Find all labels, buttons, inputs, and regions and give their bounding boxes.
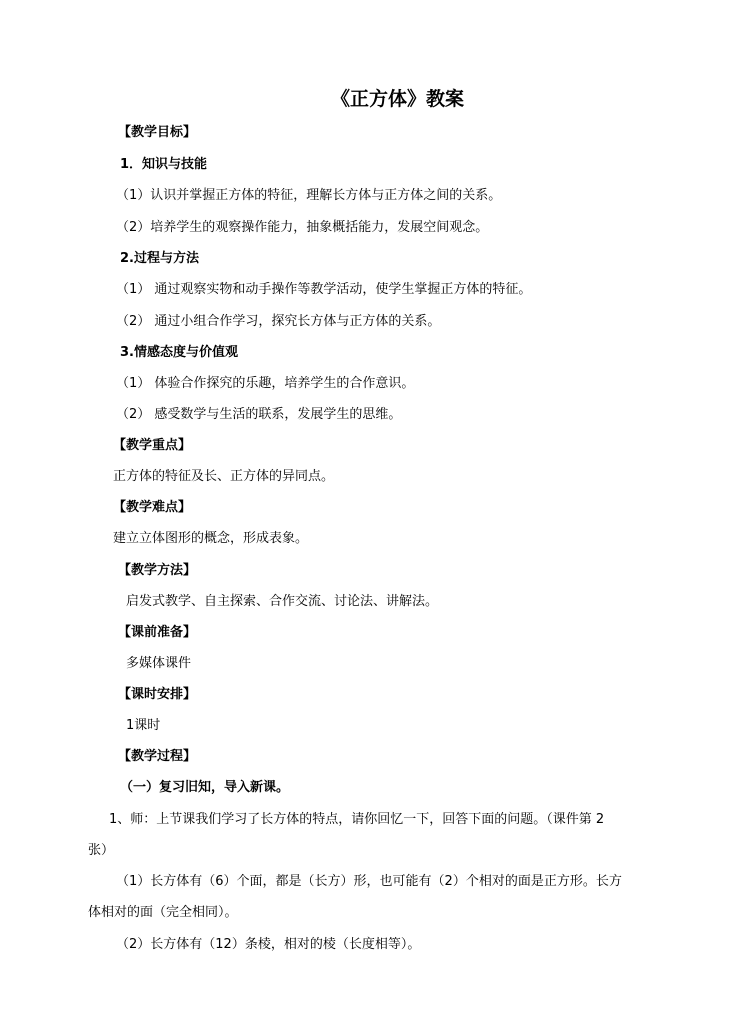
- g1-item-2: （2）培养学生的观察操作能力，抽象概括能力，发展空间观念。: [116, 220, 489, 235]
- g2-item-1: （1） 通过观察实物和动手操作等教学活动，使学生掌握正方体的特征。: [116, 282, 532, 297]
- time-header: 【课时安排】: [118, 687, 197, 702]
- g1-header: 1．知识与技能: [120, 157, 208, 172]
- method-header: 【教学方法】: [118, 563, 197, 578]
- paragraph-1-line-1: 1、师：上节课我们学习了长方体的特点，请你回忆一下，回答下面的问题。（课件第 2: [109, 812, 605, 827]
- prep-header: 【课前准备】: [118, 625, 197, 640]
- step1-header: （一）复习旧知，导入新课。: [120, 780, 290, 795]
- process-header: 【教学过程】: [118, 749, 197, 764]
- g2-item-2: （2） 通过小组合作学习，探究长方体与正方体的关系。: [116, 314, 441, 329]
- g1-item-1: （1）认识并掌握正方体的特征，理解长方体与正方体之间的关系。: [116, 188, 502, 203]
- g3-item-2: （2） 感受数学与生活的联系，发展学生的思维。: [116, 407, 402, 422]
- time-text: 1课时: [126, 718, 161, 733]
- key-text: 正方体的特征及长、正方体的异同点。: [113, 469, 335, 484]
- g2-header: 2.过程与方法: [120, 251, 199, 266]
- question-1-line-2: 体相对的面（完全相同）。: [88, 905, 238, 920]
- g3-header: 3.情感态度与价值观: [120, 345, 238, 360]
- paragraph-1-line-2: 张）: [88, 843, 115, 858]
- prep-text: 多媒体课件: [126, 656, 192, 671]
- question-2-line-1: （2）长方体有（12）条棱，相对的棱（长度相等）。: [116, 937, 421, 952]
- difficulty-header: 【教学难点】: [113, 500, 192, 515]
- goals-header: 【教学目标】: [118, 125, 197, 140]
- method-text: 启发式教学、自主探索、合作交流、讨论法、讲解法。: [126, 594, 439, 609]
- question-1-line-1: （1）长方体有（6）个面，都是（长方）形，也可能有（2）个相对的面是正方形。长方: [116, 874, 622, 889]
- difficulty-text: 建立立体图形的概念，形成表象。: [113, 531, 309, 546]
- key-header: 【教学重点】: [113, 438, 192, 453]
- g3-item-1: （1） 体验合作探究的乐趣，培养学生的合作意识。: [116, 376, 415, 391]
- doc-title: 《正方体》教案: [330, 88, 464, 110]
